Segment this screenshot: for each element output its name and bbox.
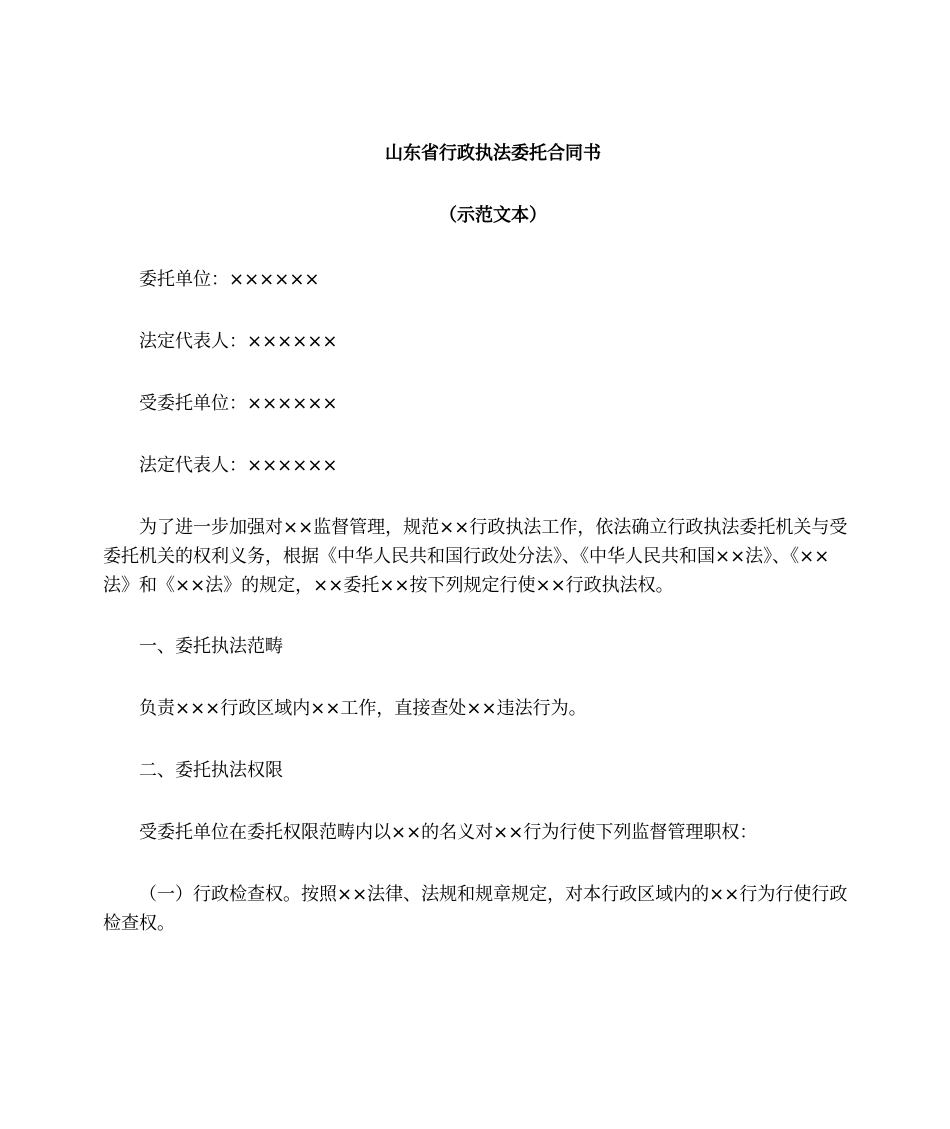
preamble-paragraph: 为了进一步加强对××监督管理，规范××行政执法工作，依法确立行政执法委托机关与受委托机关的权利义务，根据《中华人民共和国行政处分法》、《中华人民共和国××法》、《××法》和《××法》的规定，××委托××按下列规定行使××行政执法权。 (103, 517, 848, 596)
section-heading-scope: 一、委托执法范畴 (139, 636, 283, 657)
authority-paragraph: 受委托单位在委托权限范畴内以××的名义对××行为行使下列监督管理职权： (139, 822, 758, 843)
entrusted-legal-rep-line: 法定代表人：×××××× (139, 455, 338, 476)
entrusted-unit-line: 受委托单位：×××××× (139, 393, 338, 414)
scope-paragraph: 负责×××行政区域内××工作，直接查处××违法行为。 (139, 698, 587, 719)
inspection-right-paragraph: （一）行政检查权。按照××法律、法规和规章规定，对本行政区域内的××行为行使行政检查权。 (103, 884, 848, 934)
entrusting-legal-rep-line: 法定代表人：×××××× (139, 331, 338, 352)
document-subtitle: （示范文本） (439, 205, 547, 226)
entrusting-unit-line: 委托单位：×××××× (139, 269, 320, 290)
document-title: 山东省行政执法委托合同书 (385, 143, 601, 164)
section-heading-authority: 二、委托执法权限 (139, 760, 283, 781)
